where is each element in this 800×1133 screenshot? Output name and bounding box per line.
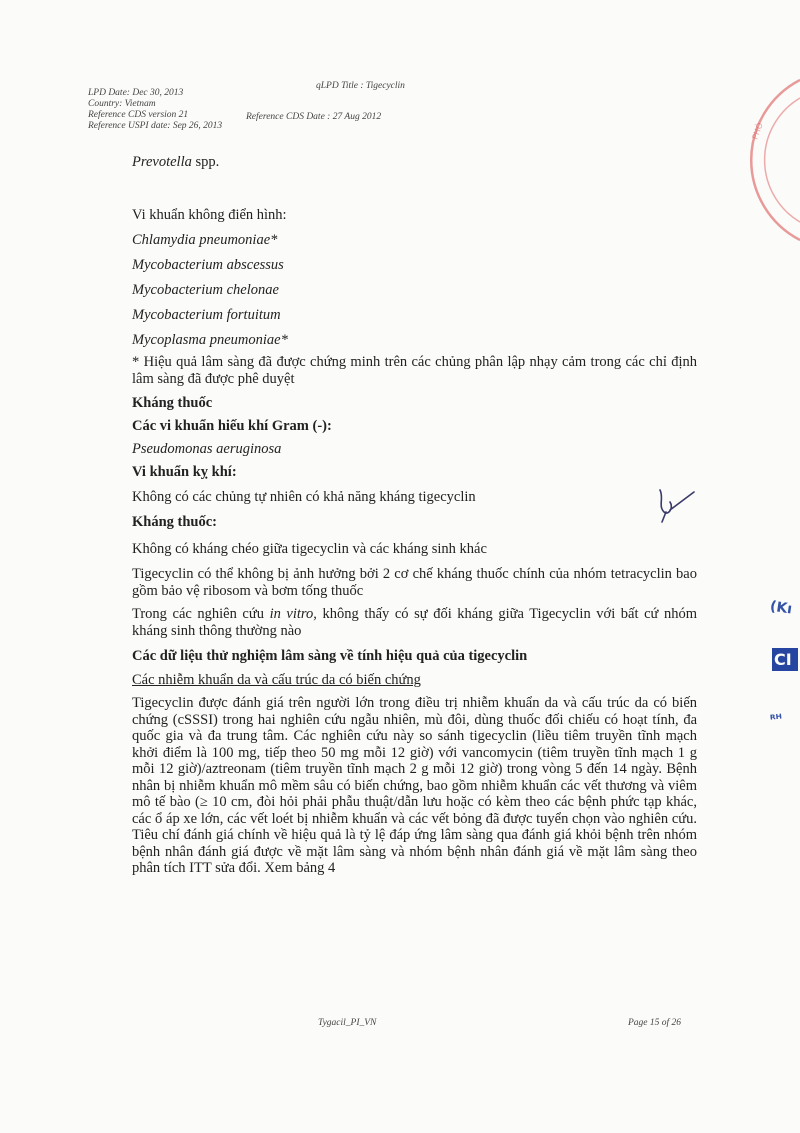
anaerobic-text: Không có các chủng tự nhiên có khả năng kháng tigecyclin [132,489,476,505]
svg-text:PHÒ: PHÒ [750,121,765,141]
list-item: Mycobacterium fortuitum [132,307,281,323]
list-item: Mycoplasma pneumoniae* [132,332,288,348]
footer-filename: Tygacil_PI_VN [318,1018,377,1028]
cross-resistance-text: Không có kháng chéo giữa tigecyclin và các kháng sinh khác [132,541,487,557]
list-item: Mycobacterium chelonae [132,282,279,298]
blue-stamp-fragment: CI [772,648,798,671]
list-item: Chlamydia pneumoniae* [132,232,278,248]
red-stamp-fragment [745,70,800,250]
page-number: Page 15 of 26 [628,1018,682,1028]
cds-date: Reference CDS Date : 27 Aug 2012 [246,112,382,122]
resistance-heading: Kháng thuốc [132,395,213,411]
anaerobic-heading: Vi khuẩn kỵ khí: [132,464,237,480]
resistance-heading-2: Kháng thuốc: [132,514,218,530]
header-metadata [88,88,222,132]
blue-stamp-fragment: (Kı [768,598,794,618]
document-body [132,152,697,877]
prevotella-line: Prevotella spp. [132,154,220,170]
atypical-heading: Vi khuẩn không điển hình: [132,207,287,223]
country: Country: Vietnam [88,99,156,109]
cssi-paragraph: Tigecyclin được đánh giá trên người lớn trong điều trị nhiễm khuẩn da và cấu trúc da có biến chứng (cSSSI) trong hai nghiên cứu ngẫu nhiên, mù đôi, dùng thuốc đối chiếu có hoạt tính, đa quốc gia và đa trung tâm. Các nghiên cứu này so sánh tigecyclin (liều tiêm truyền tĩnh mạch khởi điểm là 100 mg, tiếp theo 50 mg mỗi 12 giờ) với vancomycin (tiêm truyền tĩnh mạch 1 g mỗi 12 giờ)/aztreonam (tiêm truyền tĩnh mạch 2 g mỗi 12 giờ) trong vòng 5 đến 14 ngày. Bệnh nhân bị nhiễm khuẩn mô mềm sâu có biến chứng, bao gồm nhiễm khuẩn các vết thương và viêm mô tế bào (≥ 10 cm, đòi hỏi phải phẫu thuật/dẫn lưu hoặc có kèm theo các bệnh phức tạp khác, các ổ áp xe lớn, các vết loét bị nhiễm khuẩn và các vết bỏng đã được tuyển chọn vào nghiên cứu. Tiêu chí đánh giá chính về hiệu quả là tỷ lệ đáp ứng lâm sàng qua đánh giá khỏi bệnh trên nhóm bệnh nhân đánh giá được về mặt lâm sàng và nhóm bệnh nhân đánh giá về mặt lâm sàng theo phân tích ITT sửa đổi. Xem bảng 4 [132,695,697,876]
uspi-date: Reference USPI date: Sep 26, 2013 [88,121,223,131]
document-title: qLPD Title : Tigecyclin [316,81,405,91]
signature-icon [650,486,700,526]
mechanism-paragraph: Tigecyclin có thể không bị ảnh hưởng bởi 2 cơ chế kháng thuốc chính của nhóm tetracyclin bao gồm bảo vệ ribosom và bơm tống thuốc [132,566,697,599]
list-item: Mycobacterium abscessus [132,257,284,273]
pseudomonas-line: Pseudomonas aeruginosa [132,441,282,457]
blue-stamp-fragment: ᴿᴴ [769,711,783,727]
clinical-data-heading: Các dữ liệu thử nghiệm lâm sàng về tính hiệu quả của tigecyclin [132,648,528,664]
aerobic-heading: Các vi khuẩn hiếu khí Gram (-): [132,418,332,434]
cssi-heading: Các nhiễm khuẩn da và cấu trúc da có biến chứng [132,672,421,688]
footnote: * Hiệu quả lâm sàng đã được chứng minh trên các chủng phân lập nhạy cảm trong các chỉ định lâm sàng đã được phê duyệt [132,354,697,387]
invitro-paragraph: Trong các nghiên cứu in vitro, không thấy có sự đối kháng giữa Tigecyclin với bất cứ nhóm kháng sinh thông thường nào [132,606,697,639]
lpd-date: LPD Date: Dec 30, 2013 [88,88,184,98]
cds-version: Reference CDS version 21 [88,110,189,120]
